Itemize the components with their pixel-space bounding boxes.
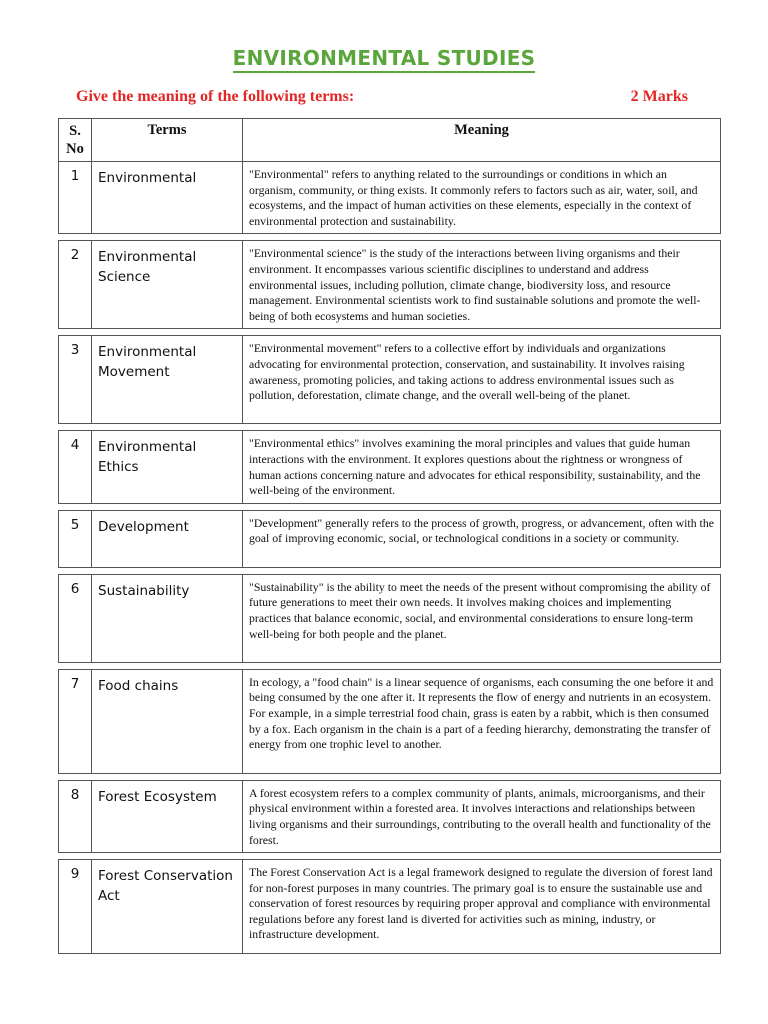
row-meaning: "Environmental movement" refers to a collective effort by individuals and organizations advocating for environmental protection, conservation, and sustainability. It involves raising awareness, promoting policies, and taking actions to address environmental issues such as pollution, deforestation, climate change, and the overall well-being of the planet.	[243, 336, 721, 424]
instruction-text: Give the meaning of the following terms:	[76, 88, 355, 105]
row-meaning: A forest ecosystem refers to a complex community of plants, animals, microorganisms, and their physical environment within a forested area. It involves interactions and relationships between living organisms and their surroundings, contributing to the overall health and functionality of the forest.	[243, 780, 721, 852]
table-row	[59, 669, 721, 773]
table-row	[59, 241, 721, 329]
table-header-row	[59, 119, 721, 162]
row-term: Development	[92, 510, 243, 567]
document-title-text: ENVIRONMENTAL STUDIES	[233, 46, 536, 73]
header-terms: Terms	[92, 119, 243, 162]
row-term: Environmental	[92, 162, 243, 234]
row-term: Sustainability	[92, 574, 243, 662]
marks-label: 2 Marks	[630, 88, 688, 105]
row-number: 5	[59, 510, 92, 567]
table-row	[59, 780, 721, 852]
row-number: 2	[59, 241, 92, 329]
row-number: 9	[59, 860, 92, 954]
row-term: Forest Ecosystem	[92, 780, 243, 852]
table-row	[59, 860, 721, 954]
row-number: 7	[59, 669, 92, 773]
document-title	[0, 46, 768, 70]
row-number: 6	[59, 574, 92, 662]
row-number: 1	[59, 162, 92, 234]
row-number: 3	[59, 336, 92, 424]
row-meaning: "Environmental ethics" involves examining the moral principles and values that guide human interactions with the environment. It explores questions about the rightness or wrongness of human actions concerning nature and advocates for ethical responsibility, sustainability, and the well-being of the environment.	[243, 431, 721, 503]
table-row	[59, 336, 721, 424]
row-meaning: "Sustainability" is the ability to meet the needs of the present without compromising the ability of future generations to meet their own needs. It involves making choices and implementing practices that balance economic, social, and environmental considerations to ensure long-term well-being for both people and the planet.	[243, 574, 721, 662]
row-meaning: In ecology, a "food chain" is a linear sequence of organisms, each consuming the one before it and being consumed by the one after it. It represents the flow of energy and nutrients in an ecosystem. For example, in a simple terrestrial food chain, grass is eaten by a rabbit, which is then consumed by a fox. Each organism in the chain is a part of a feeding hierarchy, demonstrating the transfer of energy from one trophic level to another.	[243, 669, 721, 773]
row-number: 8	[59, 780, 92, 852]
table-row	[59, 510, 721, 567]
table-row	[59, 574, 721, 662]
row-term: Food chains	[92, 669, 243, 773]
terms-table	[58, 118, 721, 954]
header-sno: S. No	[59, 119, 92, 162]
row-meaning: "Development" generally refers to the process of growth, progress, or advancement, often with the goal of improving economic, social, or technological conditions in a society or community.	[243, 510, 721, 567]
row-term: Forest Conservation Act	[92, 860, 243, 954]
row-meaning: "Environmental" refers to anything related to the surroundings or conditions in which an organism, community, or thing exists. It commonly refers to factors such as air, water, soil, and ecosystems, and the impact of human activities on these elements, especially in the context of environmental protection and sustainability.	[243, 162, 721, 234]
row-term: Environmental Movement	[92, 336, 243, 424]
table-row	[59, 162, 721, 234]
row-term: Environmental Ethics	[92, 431, 243, 503]
row-number: 4	[59, 431, 92, 503]
instruction-line	[76, 88, 688, 106]
row-meaning: The Forest Conservation Act is a legal framework designed to regulate the diversion of forest land for non-forest purposes in many countries. The primary goal is to ensure the sustainable use and conservation of forest resources by requiring proper approval and compliance with environmental regulations before any forest land is diverted for activities such as mining, industry, or infrastructure development.	[243, 860, 721, 954]
table-row	[59, 431, 721, 503]
header-meaning: Meaning	[243, 119, 721, 162]
row-term: Environmental Science	[92, 241, 243, 329]
row-meaning: "Environmental science" is the study of the interactions between living organisms and their environment. It encompasses various scientific disciplines to understand and address environmental issues, including pollution, climate change, biodiversity loss, and resource management. Environmental scientists work to find sustainable solutions and promote the well-being of both ecosystems and human societies.	[243, 241, 721, 329]
